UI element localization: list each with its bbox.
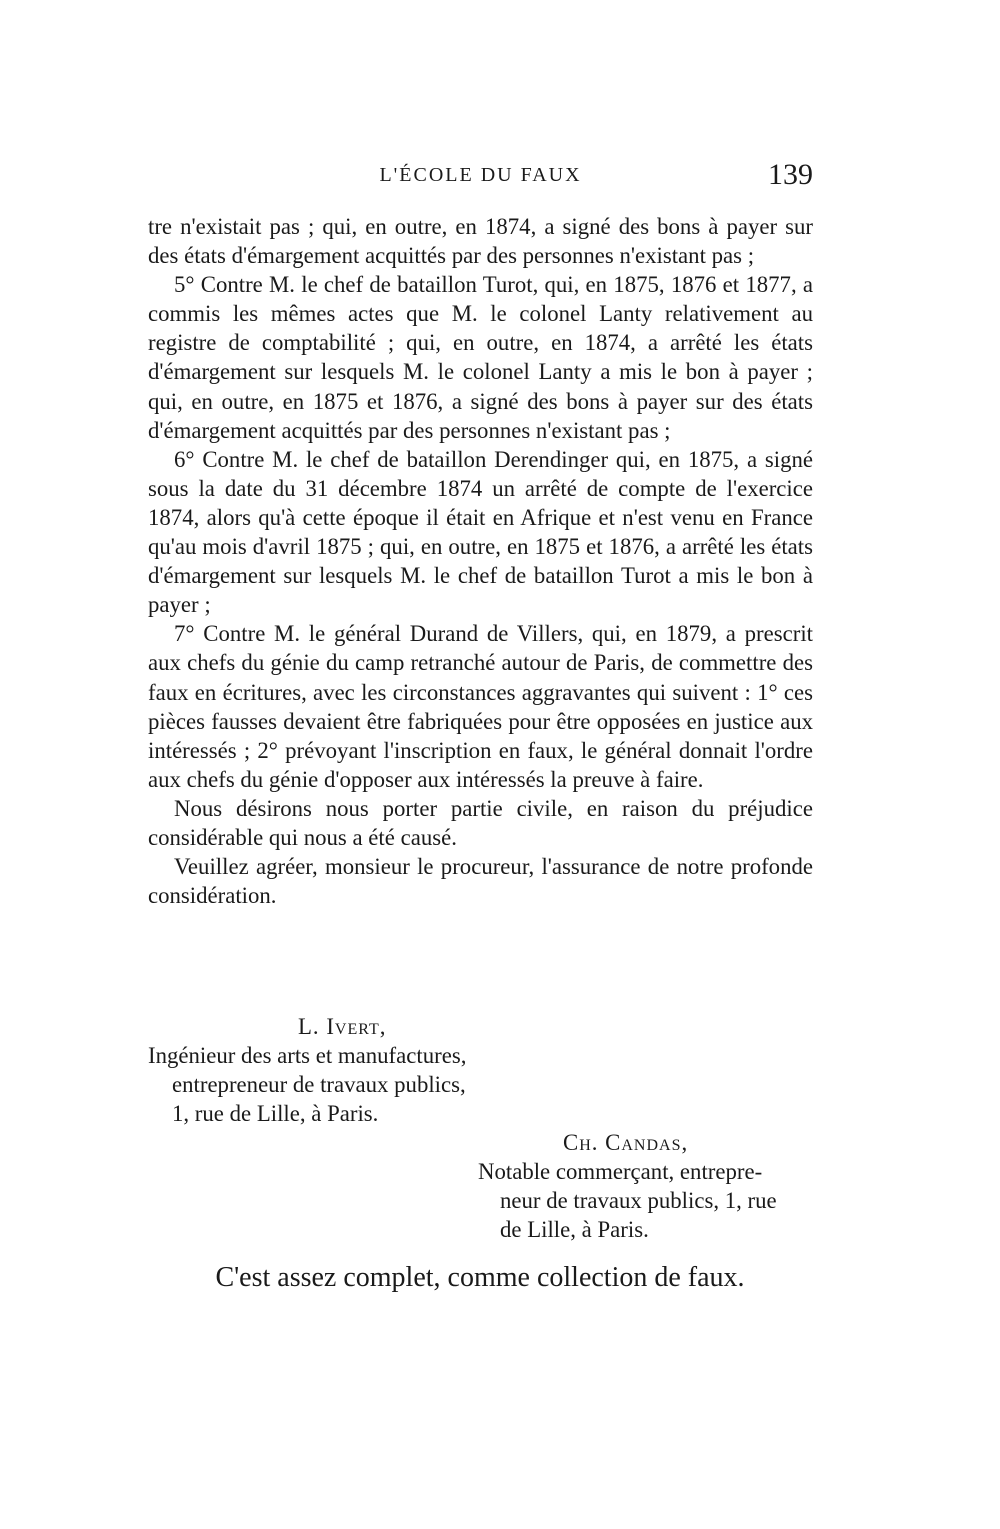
paragraph-item-6: 6° Contre M. le chef de bataillon Derendinger qui, en 1875, a signé sous la date du 31 décembre 1874 un arrêté de compte de l'exercice 1874, alors qu'à cette époque il était en Afrique et n'est venu en France qu'au mois d'avril 1875 ; qui, en outre, en 1875 et 1876, a arrêté les états d'émargement sur lesquels M. le chef de bataillon Turot a mis le bon à payer ; <box>148 446 813 618</box>
running-title: L'ÉCOLE DU FAUX <box>379 164 582 186</box>
paragraph-continuation: tre n'existait pas ; qui, en outre, en 1874, a signé des bons à payer sur des états d'émargement acquittés par des personnes n'existant pas ; <box>148 214 813 269</box>
signature-line: Ingénieur des arts et manufactures, <box>148 1043 467 1069</box>
closing-remark: C'est assez complet, comme collection de faux. <box>215 1262 745 1293</box>
paragraph-item-7: 7° Contre M. le général Durand de Villers, qui, en 1879, a prescrit aux chefs du génie du camp retranché autour de Paris, de commettre des faux en écritures, avec les circonstances aggravantes qui suivent : 1° ces pièces fausses devaient être fabriquées pour être opposées en justice aux intéressés ; 2° prévoyant l'inscription en faux, le général donnait l'ordre aux chefs du génie d'opposer aux intéressés la preuve à faire. <box>148 621 813 792</box>
paragraph-civil-party: Nous désirons nous porter partie civile, en raison du préjudice considérable qui nous a été causé. <box>148 795 813 850</box>
signature-ivert <box>148 1012 466 1128</box>
paragraph-item-5: 5° Contre M. le chef de bataillon Turot, qui, en 1875, 1876 et 1877, a commis les mêmes actes que M. le colonel Lanty relativement au registre de comptabilité ; qui, en outre, en 1874, a arrêté les états d'émargement sur lesquels M. le colonel Lanty a mis le bon à payer ; qui, en outre, en 1875 et 1876, a signé des bons à payer sur des états d'émargement acquittés par des personnes n'existant pas ; <box>148 272 813 443</box>
signature-name: L. Ivert, <box>298 1014 387 1039</box>
paragraph-salutation: Veuillez agréer, monsieur le procureur, l'assurance de notre profonde considération. <box>148 854 813 909</box>
page-number: 139 <box>768 158 813 191</box>
signature-name: Ch. Candas, <box>563 1130 689 1155</box>
signature-candas <box>478 1128 777 1244</box>
signature-line: entrepreneur de travaux publics, <box>172 1072 466 1098</box>
signature-line: 1, rue de Lille, à Paris. <box>172 1101 379 1127</box>
signature-line: de Lille, à Paris. <box>500 1217 649 1243</box>
body-text <box>148 212 813 910</box>
running-head <box>148 158 813 198</box>
signature-line: neur de travaux publics, 1, rue <box>500 1188 777 1214</box>
signature-line: Notable commerçant, entrepre- <box>478 1159 763 1185</box>
